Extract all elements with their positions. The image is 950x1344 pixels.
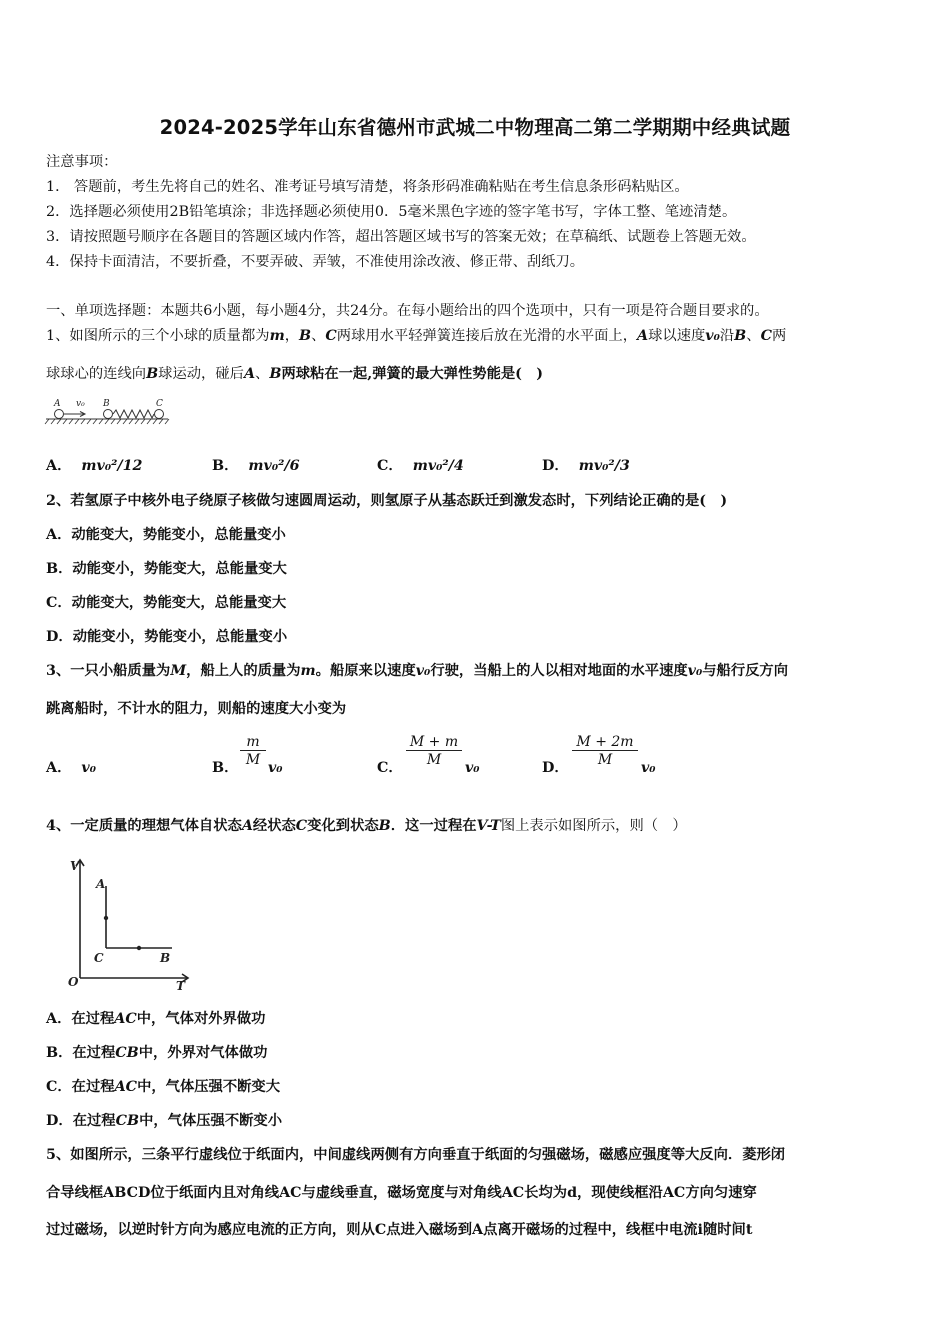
q3-option-d-velocity: v₀: [641, 760, 656, 776]
q2-stem: 2、若氢原子中核外电子绕原子核做匀速圆周运动，则氢原子从基态跃迁到激发态时，下列结论正确的是( ): [46, 493, 728, 509]
q3-option-b-velocity: v₀: [268, 760, 283, 776]
q3-option-c-velocity: v₀: [465, 760, 480, 776]
notice-item-2: 2．选择题必须使用2B铅笔填涂；非选择题必须使用0．5毫米黑色字迹的签字笔书写，字体工整、笔迹清楚。: [46, 204, 737, 220]
q4-point-label-c: C: [94, 951, 104, 965]
q1-fig-label-v: v₀: [76, 399, 85, 409]
q3-option-d-fraction: $\frac{M + 2m}{M}$: [572, 734, 638, 768]
page-title: 2024-2025学年山东省德州市武城二中物理高二第二学期期中经典试题: [159, 116, 791, 139]
q1-fig-label-c: C: [156, 399, 163, 409]
q3-stem-line1: 3、一只小船质量为M，船上人的质量为m。船原来以速度v₀行驶，当船上的人以相对地面的水平速度v₀与船行反方向: [46, 663, 789, 679]
q3-option-b-label: B．: [212, 760, 239, 776]
q1-fig-label-b: B: [103, 399, 110, 409]
q5-stem-line3: 过过磁场，以逆时针方向为感应电流的正方向，则从C点进入磁场到A点离开磁场的过程中，线框中电流i随时间t: [46, 1222, 753, 1238]
q1-option-b: B． mv₀²/6: [212, 458, 300, 474]
q1-stem-line2: 球球心的连线向B球运动，碰后A、B两球粘在一起,弹簧的最大弹性势能是( ): [46, 366, 543, 382]
q3-option-d-label: D．: [542, 760, 569, 776]
q5-stem-line1: 5、如图所示，三条平行虚线位于纸面内，中间虚线两侧有方向垂直于纸面的匀强磁场，磁感应强度等大反向．菱形闭: [46, 1147, 786, 1163]
q4-point-label-a: A: [96, 877, 106, 891]
q4-option-b: B．在过程CB中，外界对气体做功: [46, 1045, 268, 1061]
q1-spring-figure: [44, 396, 174, 426]
q4-option-d: D．在过程CB中，气体压强不断变小: [46, 1113, 283, 1129]
q1-fig-label-a: A: [54, 399, 61, 409]
q3-option-b-fraction: $\frac{m}{M}$: [240, 734, 266, 768]
q4-vt-graph: [64, 856, 194, 991]
notice-item-4: 4．保持卡面清洁，不要折叠，不要弄破、弄皱，不准使用涂改液、修正带、刮纸刀。: [46, 254, 585, 270]
q1-option-d: D． mv₀²/3: [542, 458, 630, 474]
section-heading: 一、单项选择题：本题共6小题，每小题4分，共24分。在每小题给出的四个选项中，只有一项是符合题目要求的。: [46, 303, 769, 319]
q3-option-c-fraction: $\frac{M + m}{M}$: [406, 734, 462, 768]
q4-option-a: A．在过程AC中，气体对外界做功: [46, 1011, 266, 1027]
q4-origin-label: O: [68, 975, 79, 989]
q3-option-a: A． v₀: [46, 760, 96, 776]
q4-axis-label-t: T: [176, 979, 185, 991]
q2-option-b: B．动能变小，势能变大，总能量变大: [46, 561, 287, 577]
notice-item-3: 3．请按照题号顺序在各题目的答题区域内作答，超出答题区域书写的答案无效；在草稿纸、试题卷上答题无效。: [46, 229, 756, 245]
q3-option-c-label: C．: [377, 760, 403, 776]
q4-stem: 4、一定质量的理想气体自状态A经状态C变化到状态B．这一过程在V-T图上表示如图所示，则（ ）: [46, 818, 687, 834]
q3-stem-line2: 跳离船时，不计水的阻力，则船的速度大小变为: [46, 701, 347, 717]
q4-axis-label-v: V: [70, 859, 80, 873]
q2-option-d: D．动能变小，势能变小，总能量变小: [46, 629, 288, 645]
q4-point-label-b: B: [160, 951, 171, 965]
q1-option-c: C． mv₀²/4: [377, 458, 464, 474]
q4-option-c: C．在过程AC中，气体压强不断变大: [46, 1079, 281, 1095]
q5-stem-line2: 合导线框ABCD位于纸面内且对角线AC与虚线垂直，磁场宽度与对角线AC长均为d，现使线框沿AC方向匀速穿: [46, 1185, 757, 1201]
notice-heading: 注意事项：: [46, 154, 118, 170]
q2-option-c: C．动能变大，势能变大，总能量变大: [46, 595, 287, 611]
q1-option-a: A． mv₀²/12: [46, 458, 143, 474]
notice-item-1: 1． 答题前，考生先将自己的姓名、准考证号填写清楚，将条形码准确粘贴在考生信息条形码粘贴区。: [46, 179, 689, 195]
q2-option-a: A．动能变大，势能变小，总能量变小: [46, 527, 286, 543]
q1-stem-line1: 1、如图所示的三个小球的质量都为m，B、C两球用水平轻弹簧连接后放在光滑的水平面上，A球以速度v₀沿B、C两: [46, 328, 787, 344]
